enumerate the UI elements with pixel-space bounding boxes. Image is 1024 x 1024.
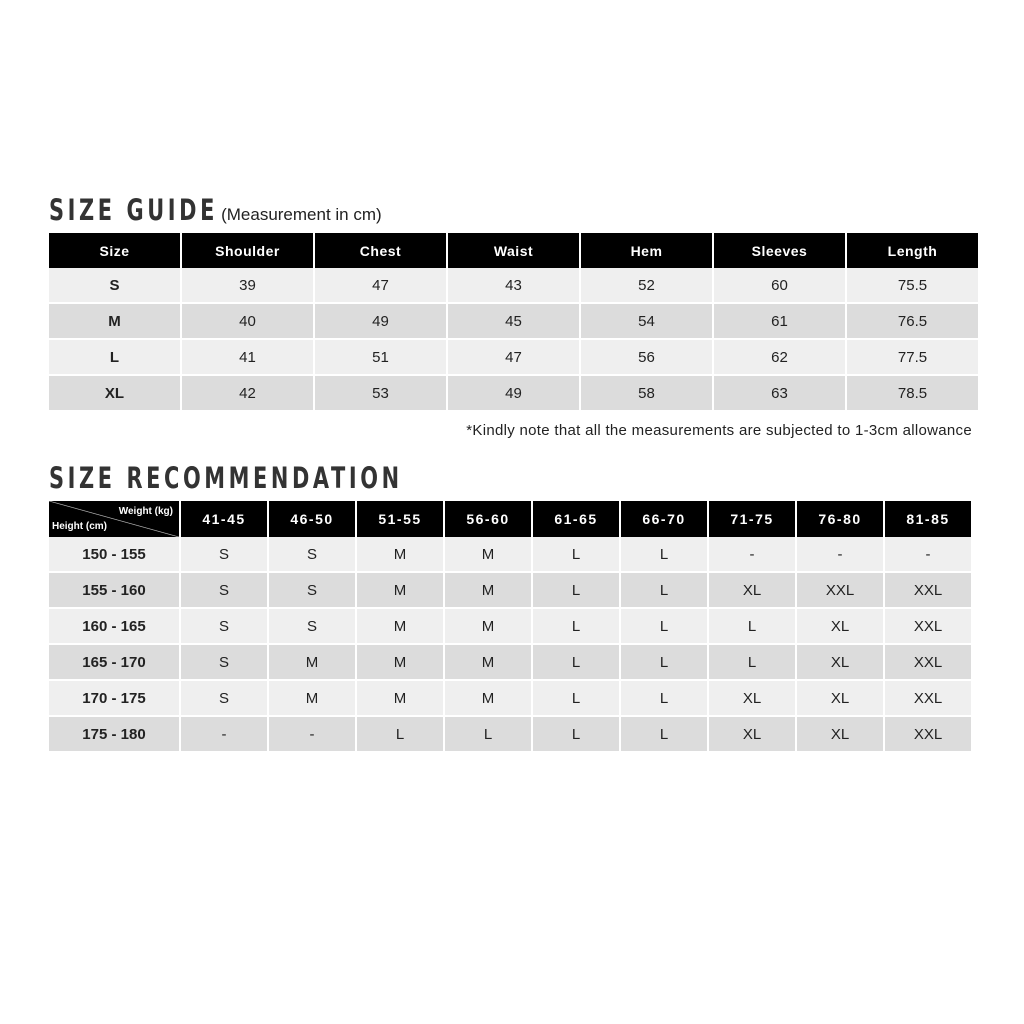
- recommended-size-cell: M: [357, 537, 443, 573]
- recommended-size-cell: L: [709, 645, 795, 681]
- size-guide-column-header: Hem: [581, 233, 712, 268]
- table-row: [49, 340, 978, 376]
- measurement-cell: 77.5: [847, 340, 978, 376]
- measurement-cell: 39: [182, 268, 313, 304]
- recommended-size-cell: L: [621, 717, 707, 753]
- height-axis-label: Height (cm): [52, 521, 107, 532]
- recommended-size-cell: L: [533, 717, 619, 753]
- recommended-size-cell: M: [445, 645, 531, 681]
- recommended-size-cell: -: [269, 717, 355, 753]
- size-recommendation-header-row: [49, 501, 971, 537]
- table-row: [49, 645, 971, 681]
- recommended-size-cell: L: [621, 609, 707, 645]
- recommended-size-cell: XL: [709, 681, 795, 717]
- measurement-cell: 60: [714, 268, 845, 304]
- recommended-size-cell: XXL: [885, 573, 971, 609]
- weight-range-header: 41-45: [181, 501, 267, 537]
- table-row: [49, 573, 971, 609]
- height-range-cell: 165 - 170: [49, 645, 179, 681]
- recommended-size-cell: S: [181, 645, 267, 681]
- recommended-size-cell: S: [269, 609, 355, 645]
- recommended-size-cell: -: [709, 537, 795, 573]
- allowance-note: *Kindly note that all the measurements are subjected to 1-3cm allowance: [466, 422, 972, 439]
- size-guide-column-header: Sleeves: [714, 233, 845, 268]
- recommended-size-cell: S: [181, 609, 267, 645]
- recommended-size-cell: S: [181, 537, 267, 573]
- measurement-cell: 53: [315, 376, 446, 412]
- recommended-size-cell: L: [357, 717, 443, 753]
- recommended-size-cell: M: [357, 573, 443, 609]
- measurement-cell: 76.5: [847, 304, 978, 340]
- weight-range-header: 51-55: [357, 501, 443, 537]
- measurement-cell: 40: [182, 304, 313, 340]
- recommended-size-cell: M: [445, 573, 531, 609]
- measurement-cell: 49: [448, 376, 579, 412]
- recommended-size-cell: L: [621, 573, 707, 609]
- weight-range-header: 46-50: [269, 501, 355, 537]
- weight-range-header: 76-80: [797, 501, 883, 537]
- recommended-size-cell: L: [709, 609, 795, 645]
- recommended-size-cell: M: [357, 609, 443, 645]
- recommended-size-cell: M: [445, 537, 531, 573]
- recommended-size-cell: XXL: [885, 609, 971, 645]
- height-range-cell: 160 - 165: [49, 609, 179, 645]
- recommended-size-cell: L: [533, 681, 619, 717]
- recommended-size-cell: L: [533, 537, 619, 573]
- recommended-size-cell: XL: [797, 609, 883, 645]
- recommended-size-cell: XXL: [885, 645, 971, 681]
- recommended-size-cell: L: [621, 645, 707, 681]
- weight-range-header: 66-70: [621, 501, 707, 537]
- table-row: [49, 537, 971, 573]
- recommended-size-cell: S: [269, 573, 355, 609]
- measurement-cell: 58: [581, 376, 712, 412]
- measurement-cell: 61: [714, 304, 845, 340]
- table-row: [49, 681, 971, 717]
- recommended-size-cell: -: [181, 717, 267, 753]
- measurement-cell: 52: [581, 268, 712, 304]
- measurement-cell: 62: [714, 340, 845, 376]
- table-row: [49, 717, 971, 753]
- table-row: [49, 304, 978, 340]
- weight-range-header: 71-75: [709, 501, 795, 537]
- recommended-size-cell: L: [621, 537, 707, 573]
- recommended-size-cell: L: [621, 681, 707, 717]
- size-guide-column-header: Shoulder: [182, 233, 313, 268]
- size-guide-subtitle: (Measurement in cm): [220, 205, 382, 224]
- recommended-size-cell: -: [885, 537, 971, 573]
- recommended-size-cell: M: [269, 645, 355, 681]
- size-recommendation-table: [47, 501, 973, 753]
- recommended-size-cell: M: [445, 609, 531, 645]
- weight-axis-label: Weight (kg): [118, 506, 173, 517]
- measurement-cell: 45: [448, 304, 579, 340]
- measurement-cell: 43: [448, 268, 579, 304]
- size-guide-body: [49, 268, 978, 412]
- recommended-size-cell: S: [181, 573, 267, 609]
- weight-height-corner-cell: [49, 501, 179, 537]
- table-row: [49, 268, 978, 304]
- size-guide-column-header: Waist: [448, 233, 579, 268]
- height-range-cell: 175 - 180: [49, 717, 179, 753]
- size-recommendation-title: SIZE RECOMMENDATION: [49, 461, 403, 495]
- recommended-size-cell: S: [181, 681, 267, 717]
- recommended-size-cell: XXL: [797, 573, 883, 609]
- recommended-size-cell: -: [797, 537, 883, 573]
- size-label-cell: M: [49, 304, 180, 340]
- measurement-cell: 56: [581, 340, 712, 376]
- recommended-size-cell: M: [357, 645, 443, 681]
- recommended-size-cell: M: [357, 681, 443, 717]
- recommended-size-cell: M: [269, 681, 355, 717]
- size-recommendation-heading: [49, 461, 403, 495]
- size-recommendation-body: [49, 537, 971, 753]
- measurement-cell: 51: [315, 340, 446, 376]
- measurement-cell: 47: [315, 268, 446, 304]
- measurement-cell: 41: [182, 340, 313, 376]
- size-guide-heading: [49, 193, 382, 227]
- recommended-size-cell: XL: [797, 717, 883, 753]
- recommended-size-cell: XL: [797, 681, 883, 717]
- recommended-size-cell: L: [533, 573, 619, 609]
- height-range-cell: 150 - 155: [49, 537, 179, 573]
- size-label-cell: XL: [49, 376, 180, 412]
- table-row: [49, 376, 978, 412]
- measurement-cell: 42: [182, 376, 313, 412]
- recommended-size-cell: XL: [709, 717, 795, 753]
- recommended-size-cell: XXL: [885, 681, 971, 717]
- measurement-cell: 49: [315, 304, 446, 340]
- size-guide-column-header: Size: [49, 233, 180, 268]
- recommended-size-cell: S: [269, 537, 355, 573]
- measurement-cell: 63: [714, 376, 845, 412]
- recommended-size-cell: XXL: [885, 717, 971, 753]
- size-label-cell: L: [49, 340, 180, 376]
- size-guide-column-header: Length: [847, 233, 978, 268]
- recommended-size-cell: XL: [797, 645, 883, 681]
- recommended-size-cell: XL: [709, 573, 795, 609]
- recommended-size-cell: L: [445, 717, 531, 753]
- height-range-cell: 155 - 160: [49, 573, 179, 609]
- size-guide-title: SIZE GUIDE: [49, 193, 218, 227]
- table-row: [49, 609, 971, 645]
- recommended-size-cell: M: [445, 681, 531, 717]
- measurement-cell: 78.5: [847, 376, 978, 412]
- measurement-cell: 75.5: [847, 268, 978, 304]
- recommended-size-cell: L: [533, 645, 619, 681]
- measurement-cell: 47: [448, 340, 579, 376]
- size-guide-table: [47, 233, 980, 412]
- size-label-cell: S: [49, 268, 180, 304]
- measurement-cell: 54: [581, 304, 712, 340]
- weight-range-header: 81-85: [885, 501, 971, 537]
- weight-range-header: 61-65: [533, 501, 619, 537]
- height-range-cell: 170 - 175: [49, 681, 179, 717]
- recommended-size-cell: L: [533, 609, 619, 645]
- weight-range-header: 56-60: [445, 501, 531, 537]
- size-guide-column-header: Chest: [315, 233, 446, 268]
- size-guide-header-row: [49, 233, 978, 268]
